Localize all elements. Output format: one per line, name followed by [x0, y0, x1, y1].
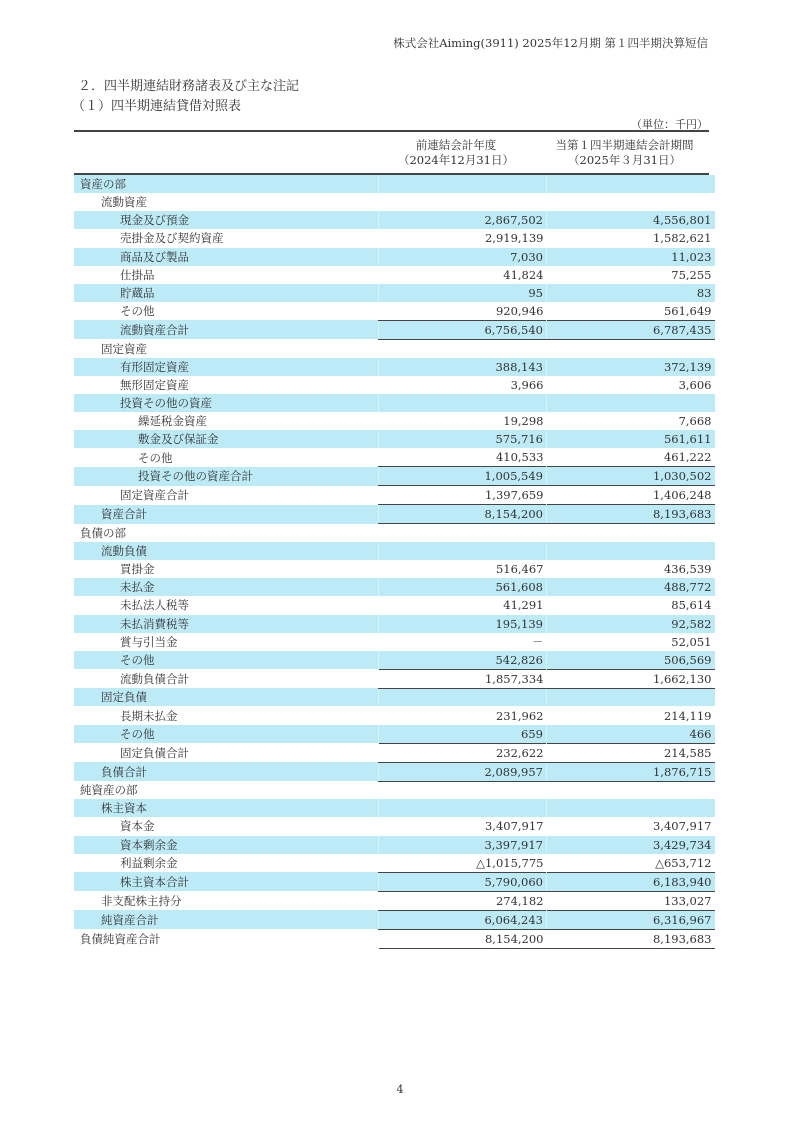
table-row [74, 175, 715, 193]
table-row [74, 799, 715, 817]
row-label: 負債合計 [74, 762, 379, 781]
row-label: 資本金 [120, 819, 155, 834]
row-label: 商品及び製品 [74, 248, 379, 266]
current-quarter-value: 1,030,502 [547, 467, 715, 486]
balance-sheet-table [74, 175, 715, 949]
prior-year-value: 542,826 [379, 651, 547, 670]
row-label: その他 [74, 725, 379, 744]
table-row [74, 284, 715, 302]
prior-year-value: 6,064,243 [379, 910, 547, 929]
row-label: 固定負債合計 [120, 745, 189, 760]
current-quarter-value: 7,668 [678, 414, 712, 429]
row-label: 流動負債合計 [120, 671, 189, 686]
prior-year-value: － [532, 634, 544, 649]
row-label: 株主資本合計 [74, 872, 379, 891]
row-label: 敷金及び保証金 [74, 430, 379, 448]
unit-label: （単位：千円） [631, 118, 708, 131]
row-label: 貯蔵品 [74, 284, 379, 302]
table-row [74, 358, 715, 376]
prior-year-value [379, 799, 547, 817]
table-row [74, 486, 715, 505]
table-row [74, 596, 715, 614]
current-quarter-value: 6,316,967 [547, 910, 715, 929]
prior-year-value: 3,407,917 [484, 819, 544, 834]
subsection-title: （１）四半期連結貸借対照表 [72, 99, 242, 114]
current-quarter-value: 11,023 [547, 248, 715, 266]
table-row [74, 524, 715, 542]
current-quarter-value [547, 781, 715, 799]
table-row [74, 542, 715, 560]
row-label: 未払金 [74, 578, 379, 596]
row-label: その他 [74, 651, 379, 670]
current-quarter-value: 436,539 [663, 562, 712, 577]
prior-year-value: 5,790,060 [379, 872, 547, 891]
table-row [74, 211, 715, 229]
row-label: 未払法人税等 [120, 598, 189, 613]
row-label: 負債純資産合計 [80, 931, 161, 946]
row-label: 資産合計 [74, 505, 379, 524]
prior-year-value: 388,143 [379, 358, 547, 376]
row-label: 純資産合計 [74, 910, 379, 929]
current-quarter-value: 1,582,621 [652, 231, 712, 246]
current-quarter-value [547, 339, 715, 357]
current-quarter-value: 8,193,683 [547, 929, 715, 948]
prior-year-value [379, 524, 547, 542]
current-quarter-value [547, 799, 715, 817]
table-row [74, 725, 715, 744]
current-quarter-value: 6,787,435 [547, 320, 715, 339]
table-row [74, 339, 715, 357]
prior-year-value: 274,182 [495, 893, 544, 908]
prior-year-value: 3,966 [510, 377, 544, 392]
row-label: 流動負債 [74, 542, 379, 560]
document-header: 株式会社Aiming(3911) 2025年12月期 第１四半期決算短信 [393, 36, 708, 50]
current-quarter-value: 4,556,801 [547, 211, 715, 229]
row-label: 固定資産 [101, 341, 147, 356]
prior-year-value: 195,139 [379, 615, 547, 633]
table-row [74, 669, 715, 688]
prior-year-value [379, 688, 547, 706]
prior-year-value [379, 193, 547, 211]
row-label: 売掛金及び契約資産 [120, 231, 224, 246]
current-quarter-value [547, 688, 715, 706]
current-quarter-value [547, 394, 715, 412]
prior-year-value: 2,919,139 [484, 231, 544, 246]
row-label: 投資その他の資産 [74, 394, 379, 412]
prior-year-value: 1,005,549 [379, 467, 547, 486]
current-quarter-value: 506,569 [547, 651, 715, 670]
column-header-line1: 前連結会計年度 [415, 138, 497, 152]
table-row [74, 891, 715, 910]
row-label: 現金及び預金 [74, 211, 379, 229]
table-row [74, 229, 715, 247]
prior-year-value: 561,608 [379, 578, 547, 596]
table-row [74, 743, 715, 762]
current-quarter-value: 1,876,715 [547, 762, 715, 781]
current-quarter-value: 1,406,248 [652, 488, 712, 503]
row-label: 純資産の部 [80, 783, 138, 798]
table-row [74, 302, 715, 321]
current-quarter-value [547, 542, 715, 560]
row-label: 投資その他の資産合計 [74, 467, 379, 486]
prior-year-value: 7,030 [379, 248, 547, 266]
row-label: 資本剰余金 [74, 836, 379, 854]
prior-year-value: 41,291 [503, 598, 544, 613]
row-label: 固定負債 [74, 688, 379, 706]
current-quarter-value: 3,429,734 [547, 836, 715, 854]
current-quarter-value: 561,649 [663, 303, 712, 318]
prior-year-value [379, 175, 547, 193]
current-quarter-value: 466 [547, 725, 715, 744]
row-label: 利益剰余金 [120, 855, 178, 870]
table-row [74, 560, 715, 578]
row-label: 買掛金 [120, 562, 155, 577]
row-label: 負債の部 [80, 525, 126, 540]
table-row [74, 836, 715, 854]
column-header-prior-year [372, 138, 540, 168]
row-label: 無形固定資産 [120, 377, 189, 392]
section-title: ２．四半期連結財務諸表及び主な注記 [78, 79, 300, 94]
current-quarter-value [547, 193, 715, 211]
row-label: 有形固定資産 [74, 358, 379, 376]
prior-year-value: 920,946 [495, 303, 544, 318]
current-quarter-value: 75,255 [671, 267, 712, 282]
prior-year-value [379, 339, 547, 357]
table-row [74, 412, 715, 430]
prior-year-value: 41,824 [503, 267, 544, 282]
row-label: 賞与引当金 [120, 634, 178, 649]
prior-year-value: 19,298 [503, 414, 544, 429]
prior-year-value: 410,533 [495, 450, 544, 465]
current-quarter-value: 214,585 [547, 743, 715, 762]
table-row [74, 633, 715, 651]
column-header-line1: 当第１四半期連結会計期間 [555, 138, 694, 152]
prior-year-value [379, 394, 547, 412]
prior-year-value: △1,015,775 [476, 855, 544, 870]
current-quarter-value: 3,606 [678, 377, 712, 392]
row-label: 流動資産 [101, 195, 147, 210]
prior-year-value: 6,756,540 [379, 320, 547, 339]
table-row [74, 430, 715, 448]
prior-year-value [379, 781, 547, 799]
prior-year-value: 575,716 [379, 430, 547, 448]
current-quarter-value: △653,712 [655, 855, 712, 870]
table-row [74, 872, 715, 891]
row-label: 仕掛品 [120, 267, 155, 282]
row-label: 長期未払金 [120, 708, 178, 723]
current-quarter-value: 1,662,130 [547, 669, 715, 688]
row-label: 資産の部 [74, 175, 379, 193]
column-header-line2: （2025年３月31日） [568, 153, 681, 167]
current-quarter-value: 8,193,683 [547, 505, 715, 524]
prior-year-value: 95 [379, 284, 547, 302]
table-row [74, 248, 715, 266]
table-row [74, 817, 715, 835]
prior-year-value: 1,857,334 [379, 669, 547, 688]
table-row [74, 781, 715, 799]
prior-year-value: 2,867,502 [379, 211, 547, 229]
table-row [74, 394, 715, 412]
prior-year-value: 659 [379, 725, 547, 744]
current-quarter-value: 488,772 [547, 578, 715, 596]
table-row [74, 929, 715, 948]
table-row [74, 467, 715, 486]
prior-year-value [379, 542, 547, 560]
current-quarter-value [547, 524, 715, 542]
page-number: 4 [396, 1083, 404, 1096]
prior-year-value: 516,467 [495, 562, 544, 577]
row-label: その他 [138, 450, 173, 465]
current-quarter-value: 561,611 [547, 430, 715, 448]
table-row [74, 910, 715, 929]
current-quarter-value: 214,119 [663, 708, 712, 723]
row-label: 非支配株主持分 [101, 893, 182, 908]
current-quarter-value: 52,051 [671, 634, 712, 649]
table-top-rule [74, 130, 709, 132]
prior-year-value: 232,622 [379, 743, 547, 762]
prior-year-value: 8,154,200 [379, 929, 547, 948]
table-row [74, 706, 715, 724]
table-row [74, 578, 715, 596]
prior-year-value: 231,962 [495, 708, 544, 723]
prior-year-value: 2,089,957 [379, 762, 547, 781]
table-row [74, 266, 715, 284]
prior-year-value: 1,397,659 [484, 488, 544, 503]
current-quarter-value: 6,183,940 [547, 872, 715, 891]
current-quarter-value: 3,407,917 [652, 819, 712, 834]
table-row [74, 688, 715, 706]
table-row [74, 762, 715, 781]
table-row [74, 193, 715, 211]
current-quarter-value: 83 [547, 284, 715, 302]
prior-year-value: 3,397,917 [379, 836, 547, 854]
table-row [74, 651, 715, 670]
current-quarter-value [547, 175, 715, 193]
column-header-line2: （2024年12月31日） [397, 153, 515, 167]
row-label: 固定資産合計 [120, 488, 189, 503]
row-label: 流動資産合計 [74, 320, 379, 339]
current-quarter-value: 92,582 [547, 615, 715, 633]
current-quarter-value: 85,614 [671, 598, 712, 613]
row-label: その他 [120, 304, 155, 319]
row-label: 株主資本 [74, 799, 379, 817]
current-quarter-value: 461,222 [663, 450, 712, 465]
current-quarter-value: 133,027 [663, 893, 712, 908]
prior-year-value: 8,154,200 [379, 505, 547, 524]
table-row [74, 448, 715, 467]
table-row [74, 505, 715, 524]
table-row [74, 854, 715, 873]
table-row [74, 376, 715, 394]
column-header-current-quarter [540, 138, 709, 168]
table-row [74, 320, 715, 339]
row-label: 繰延税金資産 [138, 414, 207, 429]
row-label: 未払消費税等 [74, 615, 379, 633]
table-row [74, 615, 715, 633]
current-quarter-value: 372,139 [547, 358, 715, 376]
